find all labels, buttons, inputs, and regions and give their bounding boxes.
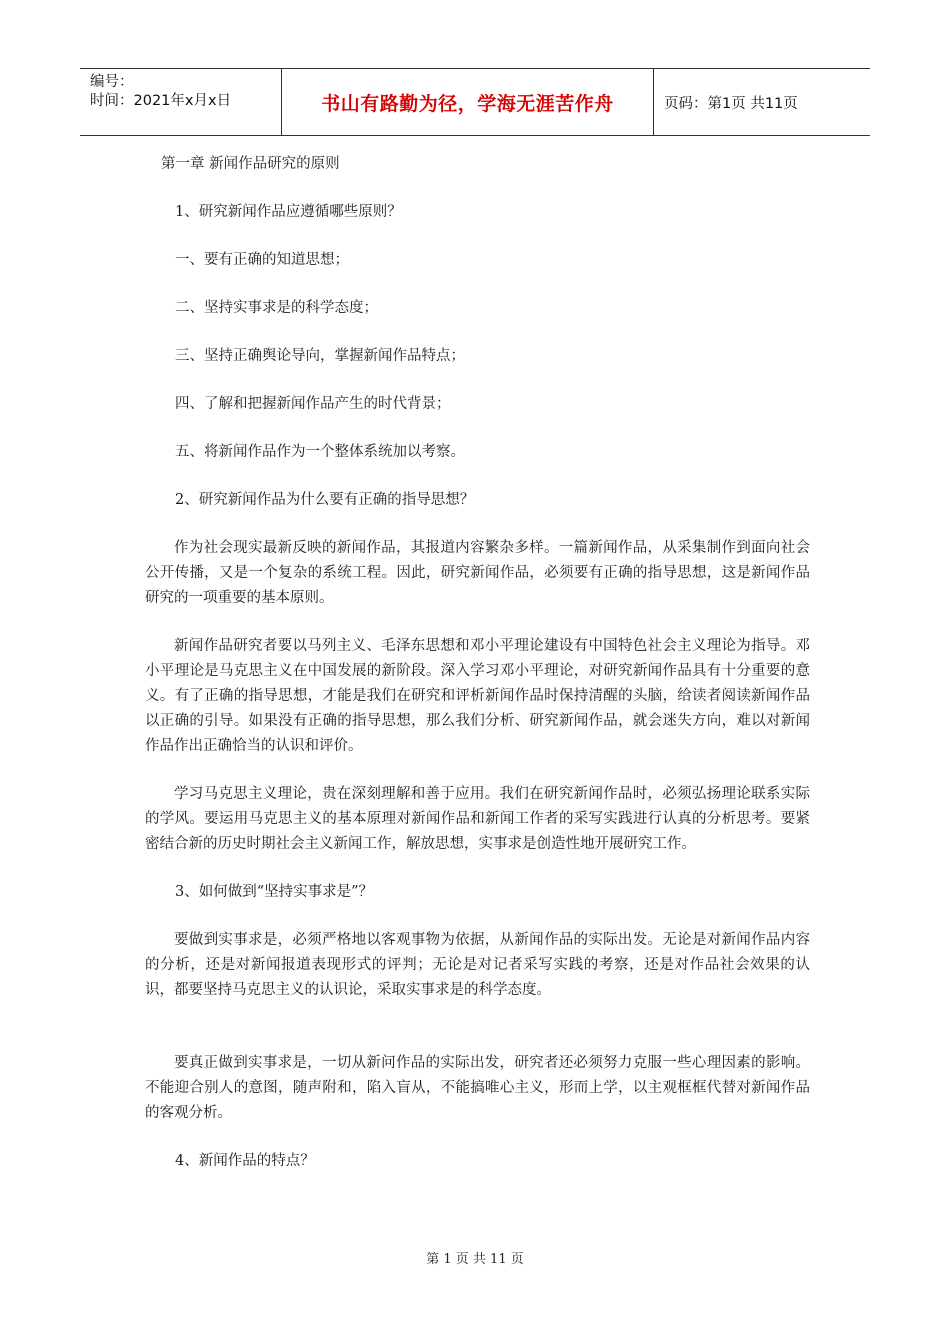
answer-2-paragraph-2: 新闻作品研究者要以马列主义、毛泽东思想和邓小平理论建设有中国特色社会主义理论为指导。邓小平理论是马克思主义在中国发展的新阶段。深入学习邓小平理论，对研究新闻作品具有十分重要的意义。有了正确的指导思想，才能是我们在研究和评析新闻作品时保持清醒的头脑，给读者阅读新闻作品以正确的引导。如果没有正确的指导思想，那么我们分析、研究新闻作品，就会迷失方向，难以对新闻作品作出正确恰当的认识和评价。: [145, 638, 810, 754]
answer-3-paragraph-1: 要做到实事求是，必须严格地以客观事物为依据，从新闻作品的实际出发。无论是对新闻作品内容的分析，还是对新闻报道表现形式的评判；无论是对记者采写实践的考察，还是对作品社会效果的认识，都要坚持马克思主义的认识论，采取实事求是的科学态度。: [145, 932, 810, 998]
principle-1: 一、要有正确的知道思想；: [175, 252, 349, 268]
document-body: [145, 152, 810, 1174]
principle-3: 三、坚持正确舆论导向，掌握新闻作品特点；: [175, 348, 465, 364]
number-label: 编号：: [90, 74, 134, 90]
question-3: 3、如何做到“坚持实事求是”？: [175, 884, 374, 900]
document-header: [80, 68, 870, 136]
chapter-title: 第一章 新闻作品研究的原则: [161, 156, 340, 172]
answer-3-paragraph-2: 要真正做到实事求是，一切从新问作品的实际出发，研究者还必须努力克服一些心理因素的影响。不能迎合别人的意图，随声附和，陷入盲从，不能搞唯心主义，形而上学，以主观框框代替对新闻作品的客观分析。: [145, 1055, 810, 1121]
principle-5: 五、将新闻作品作为一个整体系统加以考察。: [175, 444, 465, 460]
header-meta: [80, 69, 282, 135]
header-page-code: 页码：第1页 共11页: [664, 95, 798, 112]
answer-2-paragraph-1: 作为社会现实最新反映的新闻作品，其报道内容繁杂多样。一篇新闻作品，从采集制作到面向社会公开传播，又是一个复杂的系统工程。因此，研究新闻作品，必须要有正确的指导思想，这是新闻作品研究的一项重要的基本原则。: [145, 540, 810, 606]
answer-2-paragraph-3: 学习马克思主义理论，贵在深刻理解和善于应用。我们在研究新闻作品时，必须弘扬理论联系实际的学风。要运用马克思主义的基本原理对新闻作品和新闻工作者的采写实践进行认真的分析思考。要紧密结合新的历史时期社会主义新闻工作，解放思想，实事求是创造性地开展研究工作。: [145, 786, 810, 852]
header-motto: 书山有路勤为径，学海无涯苦作舟: [282, 69, 654, 135]
page-footer: 第 1 页 共 11 页: [426, 1252, 524, 1267]
principle-4: 四、了解和把握新闻作品产生的时代背景；: [175, 396, 451, 412]
date-line: 时间：2021年x月x日: [90, 93, 232, 109]
question-1: 1、研究新闻作品应遵循哪些原则？: [175, 204, 402, 220]
question-4: 4、新闻作品的特点？: [175, 1153, 315, 1169]
question-2: 2、研究新闻作品为什么要有正确的指导思想？: [175, 492, 475, 508]
principle-2: 二、坚持实事求是的科学态度；: [175, 300, 378, 316]
